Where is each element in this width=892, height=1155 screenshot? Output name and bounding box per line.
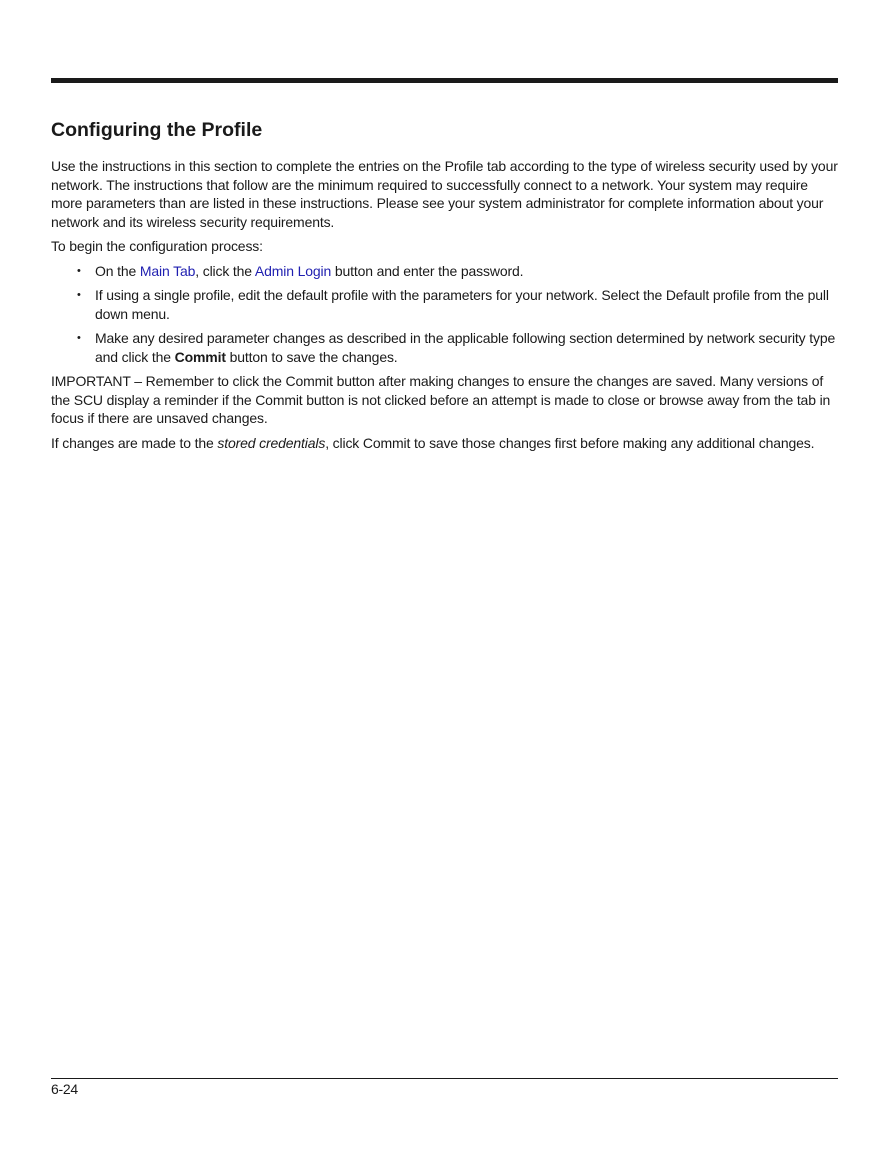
bullet-2-text: If using a single profile, edit the default profile with the parameters for your network. Select the Default profile from the pull down menu. (95, 287, 829, 322)
stored-credentials-text: stored credentials (217, 434, 326, 451)
steps-list (51, 262, 841, 367)
list-item (51, 262, 841, 281)
intro-paragraph: Use the instructions in this section to complete the entries on the Profile tab according to the type of wireless security used by your network. The instructions that follow are the minimum required to successfully connect to a network. Your system may require more parameters than are listed in these instructions. Please see your system administrator for complete information about your network and its wireless security requirements. (51, 158, 838, 230)
admin-login-link[interactable]: Admin Login (254, 262, 332, 279)
bullet-icon: • (77, 289, 81, 301)
important-paragraph: IMPORTANT – Remember to click the Commit button after making changes to ensure the changes are saved. Many versions of the SCU display a reminder if the Commit button is not clicked before an attempt is made to close or browse away from the tab in focus if there are unsaved changes. (51, 373, 831, 426)
bullet-1-post: button and enter the password. (331, 262, 524, 279)
footer-rule (51, 1078, 838, 1079)
bullet-icon: • (77, 332, 81, 344)
main-tab-link[interactable]: Main Tab (139, 262, 196, 279)
list-item (51, 286, 841, 323)
section-heading: Configuring the Profile (51, 119, 263, 141)
bullet-1-mid: , click the (195, 262, 255, 279)
final-paragraph (51, 434, 841, 453)
main-content (51, 116, 841, 458)
begin-paragraph: To begin the configuration process: (51, 238, 263, 254)
commit-bold-text: Commit (174, 348, 226, 365)
page-number: 6-24 (51, 1081, 78, 1097)
final-post: , click Commit to save those changes first before making any additional changes. (325, 434, 815, 451)
bullet-1-pre: On the (95, 262, 140, 279)
bullet-3-post: button to save the changes. (225, 348, 398, 365)
bullet-icon: • (77, 264, 81, 277)
bullet-3-pre: Make any desired parameter changes as described in the applicable following section determined by network security type and click the (95, 330, 836, 365)
list-item (51, 329, 841, 366)
header-rule (51, 78, 838, 83)
final-pre: If changes are made to the (51, 434, 218, 451)
